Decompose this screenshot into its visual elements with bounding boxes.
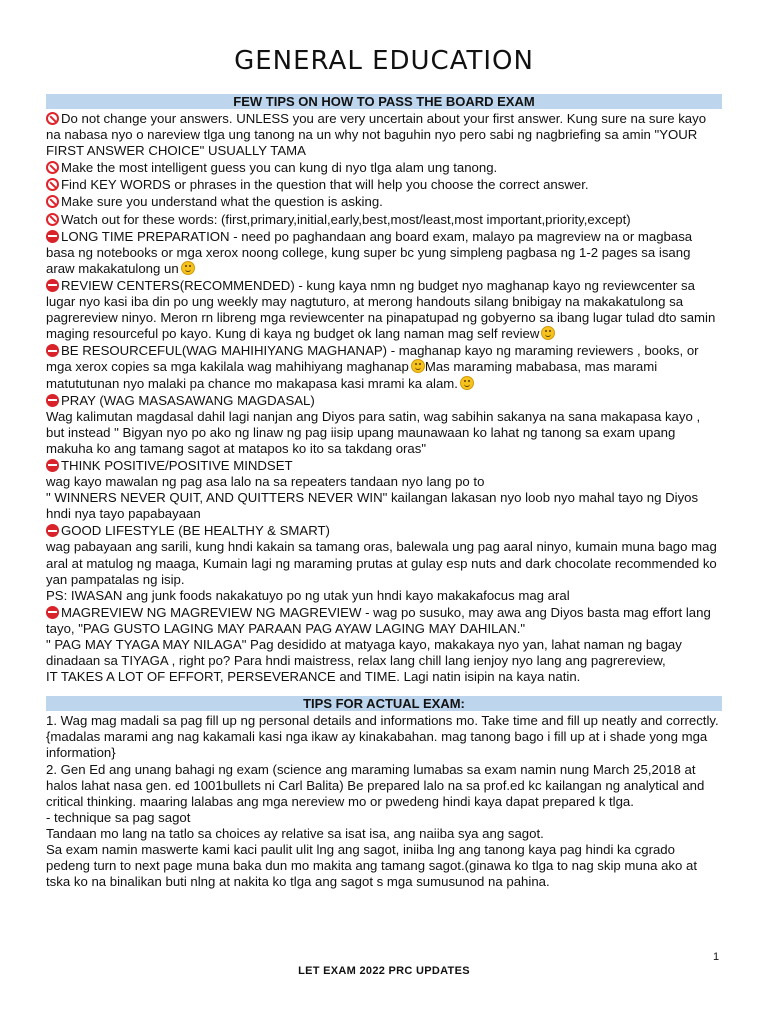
smiley-emoji	[181, 261, 195, 275]
section-header-actual-exam-tips: TIPS FOR ACTUAL EXAM:	[46, 696, 722, 711]
exam-tip-paragraph: 2. Gen Ed ang unang bahagi ng exam (science ang maraming lumabas sa exam namin nung March 25,2018 at halos lahat nasa gen. ed 1001bullets ni Carl Balita) Be prepared lalo na sa prof.ed kc kailangan ng analytical and critical thinking. maaring lalabas ang mga nereview mo or pwedeng hindi kaya dapat prepared k tlga.	[46, 761, 705, 809]
tips-list	[46, 111, 722, 685]
prohibited-icon	[46, 195, 59, 208]
tip-paragraph	[46, 588, 722, 604]
smile-emoji	[411, 359, 425, 373]
tip-paragraph	[46, 111, 722, 159]
tip-text: Make the most intelligent guess you can kung di nyo tlga alam ung tanong.	[61, 160, 498, 176]
tip-item	[46, 160, 722, 176]
prohibited-icon	[46, 161, 59, 174]
wink-emoji	[460, 376, 474, 390]
tip-paragraph	[46, 177, 722, 193]
tip-text: THINK POSITIVE/POSITIVE MINDSET	[61, 457, 293, 473]
exam-tips-list	[46, 713, 722, 890]
tip-text: IT TAKES A LOT OF EFFORT, PERSEVERANCE and TIME. Lagi natin isipin na kaya natin.	[46, 669, 581, 685]
no-entry-icon	[46, 524, 59, 537]
tip-paragraph	[46, 458, 722, 474]
tip-paragraph	[46, 637, 722, 669]
prohibited-icon	[46, 213, 59, 226]
tip-item	[46, 229, 722, 277]
tip-paragraph	[46, 194, 722, 210]
tip-paragraph	[46, 669, 722, 685]
tip-item	[46, 523, 722, 603]
tip-paragraph	[46, 343, 722, 391]
exam-tip-paragraph: 1. Wag mag madali sa pag fill up ng personal details and informations mo. Take time and fill up neatly and correctly. {madalas marami ang nag kakamali kasi nga ikaw ay kinakabahan. mag tanong bago i fill up at i shade yong mga information}	[46, 713, 719, 761]
tip-text: GOOD LIFESTYLE (BE HEALTHY & SMART)	[61, 523, 330, 539]
tip-text: Make sure you understand what the question is asking.	[61, 194, 383, 210]
tip-paragraph	[46, 229, 722, 277]
no-entry-icon	[46, 279, 59, 292]
prohibited-icon	[46, 112, 59, 125]
tip-item	[46, 458, 722, 522]
tip-text: Find KEY WORDS or phrases in the question that will help you choose the correct answer.	[61, 177, 589, 193]
document-title: GENERAL EDUCATION	[234, 46, 534, 76]
tip-text: Watch out for these words: (first,primary,initial,early,best,most/least,most important,priority,except)	[61, 211, 631, 227]
tip-item	[46, 605, 722, 685]
section-header-board-exam-tips: FEW TIPS ON HOW TO PASS THE BOARD EXAM	[46, 94, 722, 109]
page-number: 1	[713, 951, 720, 963]
prohibited-icon	[46, 178, 59, 191]
grin-emoji	[541, 326, 555, 340]
tip-text: wag pabayaan ang sarili, kung hndi kakain sa tamang oras, balewala ung pag aaral ninyo, kumain muna bago mag aral at matulog ng maaga, Kumain lagi ng maraming prutas at gulay esp nuts and dark chocolate recommended ko yan pampatalas ng isip.	[46, 539, 717, 587]
exam-tip-paragraph: Tandaan mo lang na tatlo sa choices ay relative sa isat isa, ang naiiba sya ang sagot.	[46, 825, 544, 841]
tip-item	[46, 194, 722, 210]
tip-text: Do not change your answers. UNLESS you are very uncertain about your first answer. Kung sure na sure kayo na nabasa nyo o nareview tlga ung tanong na un why not baguhin nyo pero sabi ng nagbriefing sa amin "YOUR FIRST ANSWER CHOICE" USUALLY TAMA	[46, 111, 707, 159]
tip-item	[46, 177, 722, 193]
no-entry-icon	[46, 459, 59, 472]
tip-text: Wag kalimutan magdasal dahil lagi nanjan ang Diyos para satin, wag sabihin sakanya na sana makapasa kayo , but instead " Bigyan nyo po ako ng linaw ng pag iisip upang maunawaan ko lahat ng tanong sa exam upang makuha ko ang tamang sagot at matapos ko ito sa takdang oras"	[46, 408, 701, 456]
tip-item	[46, 278, 722, 342]
tip-text: PRAY (WAG MASASAWANG MAGDASAL)	[61, 392, 315, 408]
tip-text: BE RESOURCEFUL(WAG MAHIHIYANG MAGHANAP) - maghanap kayo ng maraming reviewers , books, or mga xerox copies sa mga kakilala wag mahihiyang maghanap	[46, 343, 699, 375]
tip-text: LONG TIME PREPARATION - need po paghandaan ang board exam, malayo pa magreview na or magbasa basa ng notebooks or mga xerox noong college, kung super bc yung simpleng pagbasa ng 1-2 pages sa isang araw makakatulong un	[46, 228, 693, 276]
tip-text: " PAG MAY TYAGA MAY NILAGA" Pag desidido at matyaga kayo, makakaya nyo yan, lahat naman ng bagay dinadaan sa TIYAGA , right po? Para hndi maistress, relax lang chill lang ienjoy nyo lang ang pagrereview,	[46, 637, 682, 669]
no-entry-icon	[46, 230, 59, 243]
tip-text: MAGREVIEW NG MAGREVIEW NG MAGREVIEW - wag po susuko, may awa ang Diyos basta mag effort lang tayo, "PAG GUSTO LAGING MAY PARAAN PAG AYAW LAGING MAY DAHILAN."	[46, 604, 711, 636]
tip-paragraph	[46, 212, 722, 228]
tip-paragraph	[46, 523, 722, 539]
tip-paragraph	[46, 605, 722, 637]
tip-item	[46, 212, 722, 228]
document-content	[46, 94, 722, 890]
tip-paragraph	[46, 160, 722, 176]
no-entry-icon	[46, 344, 59, 357]
tip-paragraph	[46, 393, 722, 409]
exam-tip-paragraph: - technique sa pag sagot	[46, 809, 191, 825]
tip-text: wag kayo mawalan ng pag asa lalo na sa repeaters tandaan nyo lang po to	[46, 474, 485, 490]
no-entry-icon	[46, 394, 59, 407]
tip-paragraph	[46, 474, 722, 490]
tip-text-continuation: Mas maraming mababasa, mas marami matututunan nyo malaki pa chance mo makapasa kasi mrami ka alam.	[46, 359, 658, 391]
no-entry-icon	[46, 606, 59, 619]
tip-paragraph	[46, 490, 722, 522]
footer-text: LET EXAM 2022 PRC UPDATES	[298, 965, 470, 977]
tip-text: " WINNERS NEVER QUIT, AND QUITTERS NEVER WIN" kailangan lakasan nyo loob nyo mahal tayo ng Diyos hndi nya tayo papabayaan	[46, 490, 699, 522]
tip-paragraph	[46, 409, 722, 457]
tip-item	[46, 393, 722, 457]
exam-tip-paragraph: Sa exam namin maswerte kami kaci paulit ulit lng ang sagot, iniiba lng ang tanong kaya pag hindi ka cgrado pedeng turn to next page muna baka dun mo makita ang tamang sagot.(ginawa ko tlga to nag skip muna ako at tska ko na binalikan buti nlng at nakita ko tlga ang sagot s mga sumusunod na pahina.	[46, 842, 698, 890]
tip-item	[46, 111, 722, 159]
tip-paragraph	[46, 539, 722, 587]
tip-paragraph	[46, 278, 722, 342]
tip-text: PS: IWASAN ang junk foods nakakatuyo po ng utak yun hndi kayo makakafocus mag aral	[46, 587, 570, 603]
tip-text: REVIEW CENTERS(RECOMMENDED) - kung kaya nmn ng budget nyo maghanap kayo ng reviewcenter sa lugar nyo kasi iba din po ung weekly may nagtuturo, at merong handouts silang bnibigay na makakatulong sa pagrereview ninyo. Meron rn libreng mga reviewcenter na pinapatupad ng gobyerno sa ibang lugar tulad dto samin maging resourceful po kayo. Kung di kaya ng budget ok lang naman mag self review	[46, 277, 716, 342]
tip-item	[46, 343, 722, 391]
